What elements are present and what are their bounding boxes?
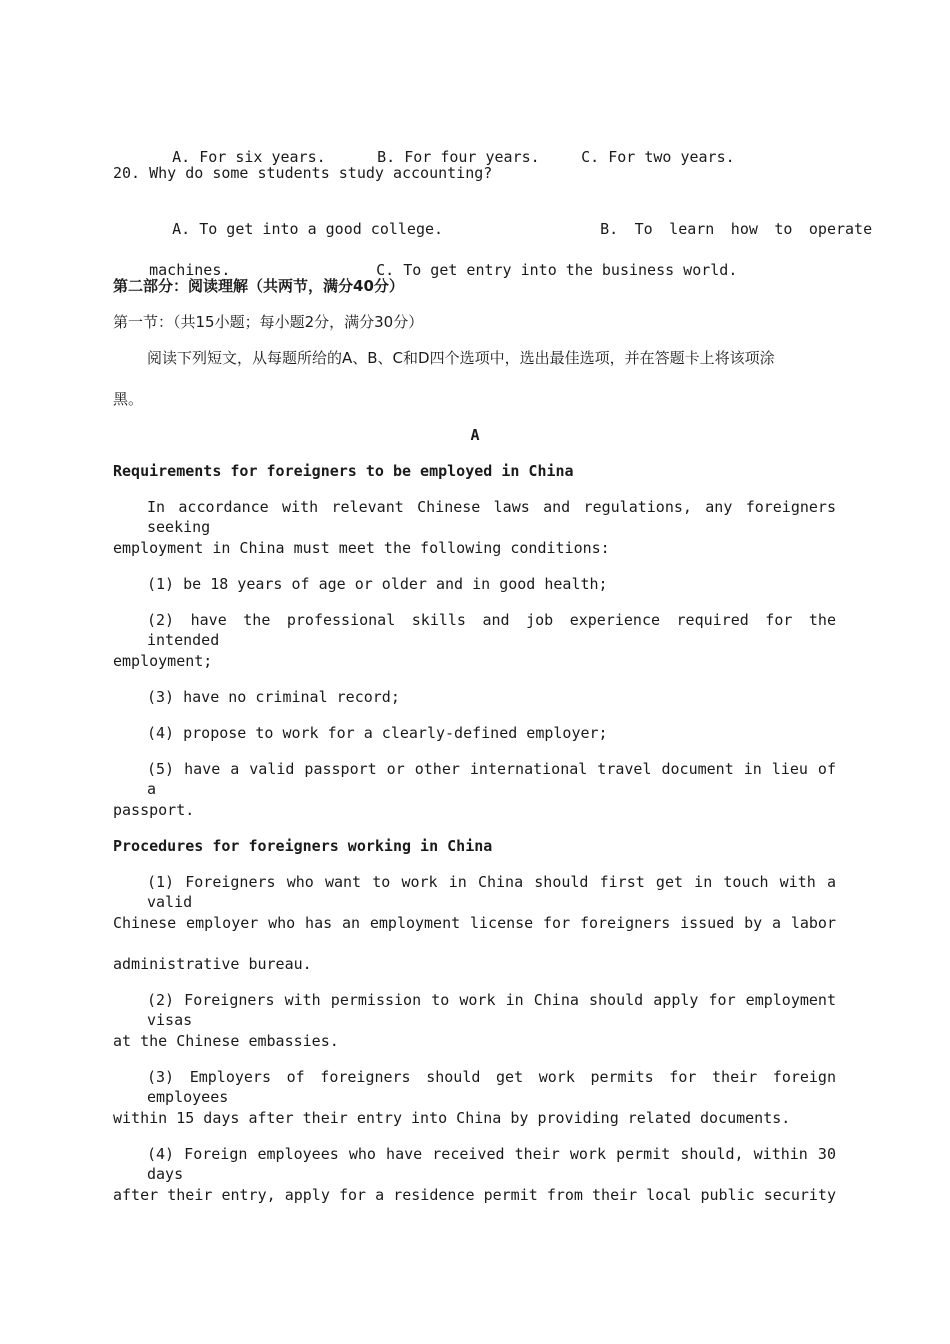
requirement-4: (4) propose to work for a clearly-defined employer;: [147, 724, 608, 742]
requirements-heading: Requirements for foreigners to be employed in China: [113, 462, 574, 480]
q20-option-b: B. To learn how to operate: [600, 220, 873, 238]
passage-label: A: [470, 426, 480, 444]
procedure-3-line2: within 15 days after their entry into China by providing related documents.: [113, 1109, 791, 1127]
requirement-3: (3) have no criminal record;: [147, 688, 400, 706]
q19-option-a: A. For six years.: [172, 148, 326, 166]
procedures-heading: Procedures for foreigners working in China: [113, 837, 493, 855]
q20-question: 20. Why do some students study accounting?: [113, 164, 493, 182]
procedure-4-line2: after their entry, apply for a residence permit from their local public security: [113, 1186, 836, 1204]
requirement-5-line2: passport.: [113, 801, 195, 819]
requirement-2-line1: (2) have the professional skills and job experience required for the intended: [147, 611, 836, 649]
req-intro-line1: In accordance with relevant Chinese laws and regulations, any foreigners seeking: [147, 498, 836, 536]
procedure-2-line1: (2) Foreigners with permission to work in China should apply for employment visas: [147, 991, 836, 1029]
q20-option-b-cont: machines.: [149, 261, 231, 279]
procedure-1-line3: administrative bureau.: [113, 955, 312, 973]
q19-option-b: B. For four years.: [377, 148, 540, 166]
instruction-line1: 阅读下列短文，从每题所给的A、B、C和D四个选项中，选出最佳选项，并在答题卡上将该项涂: [147, 349, 775, 367]
q19-option-c: C. For two years.: [581, 148, 735, 166]
procedure-3-line1: (3) Employers of foreigners should get work permits for their foreign employees: [147, 1068, 836, 1106]
part2-heading: 第二部分：阅读理解（共两节，满分40分）: [113, 277, 404, 295]
procedure-1-line1: (1) Foreigners who want to work in China should first get in touch with a valid: [147, 873, 836, 911]
requirement-1: (1) be 18 years of age or older and in good health;: [147, 575, 608, 593]
section1-heading: 第一节：（共15小题；每小题2分，满分30分）: [113, 313, 424, 331]
requirement-5-line1: (5) have a valid passport or other international travel document in lieu of a: [147, 760, 836, 798]
procedure-4-line1: (4) Foreign employees who have received their work permit should, within 30 days: [147, 1145, 836, 1183]
q20-option-c: C. To get entry into the business world.: [376, 261, 738, 279]
req-intro-line2: employment in China must meet the following conditions:: [113, 539, 610, 557]
procedure-1-line2: Chinese employer who has an employment license for foreigners issued by a labor: [113, 914, 836, 932]
instruction-line2: 黑。: [113, 390, 144, 408]
procedure-2-line2: at the Chinese embassies.: [113, 1032, 339, 1050]
requirement-2-line2: employment;: [113, 652, 213, 670]
q20-option-a: A. To get into a good college.: [172, 220, 444, 238]
